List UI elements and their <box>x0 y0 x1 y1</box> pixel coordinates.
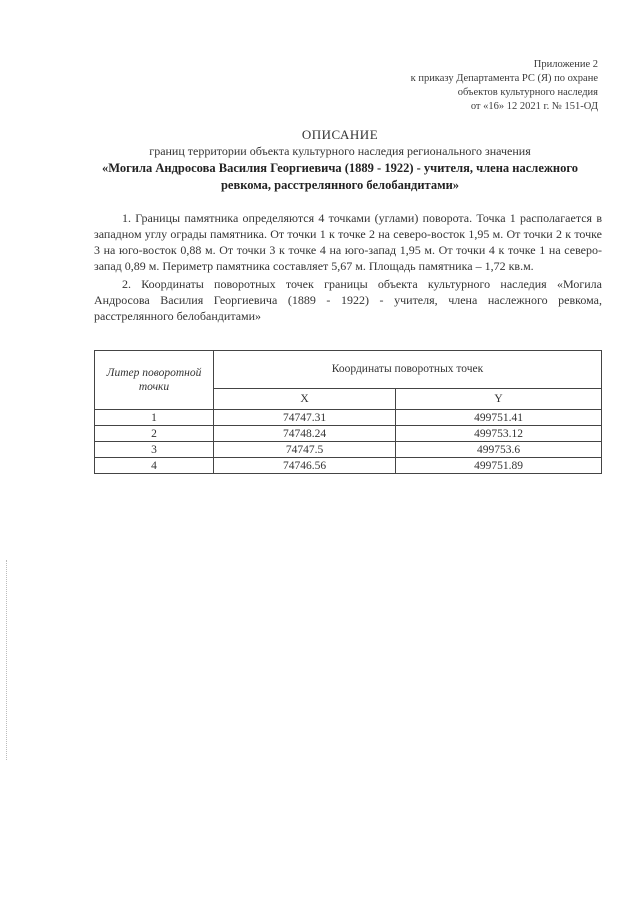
coord-y: 499753.12 <box>396 426 602 442</box>
header-x: X <box>214 388 396 409</box>
document-heading <box>60 126 620 194</box>
document-subtitle: границ территории объекта культурного наследия регионального значения <box>149 144 531 158</box>
coord-y: 499751.89 <box>396 458 602 474</box>
appendix-line: к приказу Департамента РС (Я) по охране <box>410 73 598 84</box>
object-name-line: ревкома, расстрелянного белобандитами» <box>220 178 460 192</box>
point-number: 2 <box>95 426 214 442</box>
table-row <box>95 426 602 442</box>
appendix-line: от «16» 12 2021 г. № 151-ОД <box>470 101 598 112</box>
header-coordinates: Координаты поворотных точек <box>214 351 602 389</box>
header-liter: Литер поворотной точки <box>95 351 214 410</box>
appendix-block <box>411 58 598 114</box>
paragraph-coordinates: 2. Координаты поворотных точек границы объекта культурного наследия «Могила Андросова Василия Георгиевича (1889 - 1922) - учителя, члена наслежного ревкома, расстрелянного белобандитами» <box>94 277 602 323</box>
point-number: 3 <box>95 442 214 458</box>
table-row <box>95 458 602 474</box>
table-row <box>95 410 602 426</box>
point-number: 4 <box>95 458 214 474</box>
scan-margin-marks <box>6 560 11 760</box>
paragraph-boundaries: 1. Границы памятника определяются 4 точками (углами) поворота. Точка 1 располагается в западном углу ограды памятника. От точки 1 к точке 2 на северо-восток 1,95 м. От точки 2 к точке 3 на юго-восток 0,88 м. От точки 3 к точке 4 на юго-запад 1,95 м. От точки 4 к точке 1 на северо-запад 0,89 м. Периметр памятника составляет 5,67 м. Площадь памятника – 1,72 кв.м. <box>94 211 602 273</box>
coord-y: 499751.41 <box>396 410 602 426</box>
coord-x: 74747.5 <box>214 442 396 458</box>
appendix-line: Приложение 2 <box>533 59 598 70</box>
object-name-line: «Могила Андросова Василия Георгиевича (1889 - 1922) - учителя, члена наслежного <box>101 161 578 175</box>
coord-x: 74748.24 <box>214 426 396 442</box>
point-number: 1 <box>95 410 214 426</box>
coordinates-table <box>94 350 602 474</box>
header-y: Y <box>396 388 602 409</box>
coord-x: 74746.56 <box>214 458 396 474</box>
coord-y: 499753.6 <box>396 442 602 458</box>
coord-x: 74747.31 <box>214 410 396 426</box>
table-row <box>95 442 602 458</box>
description-body <box>94 210 602 324</box>
appendix-line: объектов культурного наследия <box>457 87 598 98</box>
document-title: ОПИСАНИЕ <box>301 127 379 142</box>
